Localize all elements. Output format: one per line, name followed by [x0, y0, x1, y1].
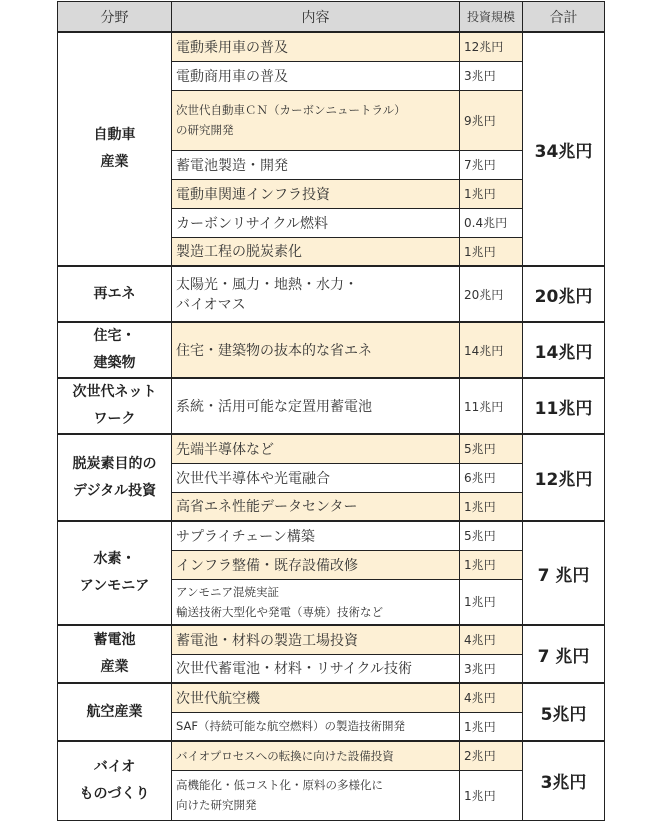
category-cell: [58, 322, 172, 378]
header-row: [58, 2, 605, 33]
text-line: 脱炭素目的の: [72, 455, 157, 472]
table-body: [58, 32, 605, 820]
scale-cell: 1兆円: [460, 770, 523, 820]
text-line: 太陽光・風力・地熱・水力・: [176, 277, 358, 293]
content-cell: 蓄電池製造・開発: [172, 150, 460, 179]
text-line: ワーク: [93, 411, 136, 427]
text-line: 産業: [100, 659, 129, 675]
table-row: [58, 741, 605, 770]
text-line: の研究開発: [176, 123, 234, 137]
text-line: 次世代自動車ＣＮ（カーボンニュートラル）: [176, 103, 406, 117]
text-line: 輸送技術大型化や発電（専焼）技術など: [176, 604, 383, 619]
scale-cell: 9兆円: [460, 90, 523, 150]
total-cell: 7 兆円: [523, 625, 605, 683]
scale-cell: 2兆円: [460, 741, 523, 770]
content-cell: [172, 579, 460, 625]
total-cell: 5兆円: [523, 683, 605, 741]
text-line: デジタル投資: [72, 482, 157, 499]
text-line: 航空産業: [86, 703, 143, 720]
scale-cell: 7兆円: [460, 150, 523, 179]
scale-cell: 12兆円: [460, 32, 523, 61]
category-cell: [58, 32, 172, 266]
scale-cell: 5兆円: [460, 434, 523, 463]
total-cell: 11兆円: [523, 378, 605, 434]
text-line: 建築物: [93, 355, 136, 371]
category-cell: [58, 434, 172, 521]
scale-cell: 4兆円: [460, 683, 523, 712]
text-line: 再エネ: [93, 285, 136, 302]
text-line: アンモニア: [79, 578, 150, 594]
scale-cell: 0.4兆円: [460, 208, 523, 237]
scale-cell: 14兆円: [460, 322, 523, 378]
content-cell: カーボンリサイクル燃料: [172, 208, 460, 237]
scale-cell: 1兆円: [460, 712, 523, 741]
table-row: [58, 521, 605, 550]
table-row: [58, 378, 605, 434]
total-cell: 20兆円: [523, 266, 605, 322]
category-cell: [58, 266, 172, 322]
content-cell: サプライチェーン構築: [172, 521, 460, 550]
scale-cell: 4兆円: [460, 625, 523, 654]
content-cell: インフラ整備・既存設備改修: [172, 550, 460, 579]
total-cell: 3兆円: [523, 741, 605, 820]
scale-cell: 20兆円: [460, 266, 523, 322]
table-row: [58, 322, 605, 378]
content-cell: 次世代蓄電池・材料・リサイクル技術: [172, 654, 460, 683]
content-cell: 次世代航空機: [172, 683, 460, 712]
content-cell: 電動車関連インフラ投資: [172, 179, 460, 208]
table-row: [58, 434, 605, 463]
scale-cell: 3兆円: [460, 654, 523, 683]
text-line: 住宅・: [93, 328, 136, 344]
header-category: 分野: [58, 2, 172, 33]
content-cell: 製造工程の脱炭素化: [172, 237, 460, 266]
text-line: バイオ: [93, 758, 136, 775]
total-cell: 7 兆円: [523, 521, 605, 625]
text-line: アンモニア混焼実証: [176, 584, 280, 599]
content-cell: [172, 770, 460, 820]
scale-cell: 5兆円: [460, 521, 523, 550]
table-row: [58, 625, 605, 654]
text-line: ものづくり: [79, 785, 150, 802]
content-cell: 次世代半導体や光電融合: [172, 463, 460, 492]
scale-cell: 1兆円: [460, 237, 523, 266]
content-cell: 蓄電池・材料の製造工場投資: [172, 625, 460, 654]
text-line: バイオマス: [176, 297, 246, 313]
content-cell: [172, 266, 460, 322]
text-line: 自動車: [93, 127, 136, 143]
scale-cell: 3兆円: [460, 61, 523, 90]
category-cell: [58, 683, 172, 741]
table-row: [58, 32, 605, 61]
text-line: 高機能化・低コスト化・原料の多様化に: [176, 778, 383, 792]
scale-cell: 11兆円: [460, 378, 523, 434]
content-cell: [172, 90, 460, 150]
total-cell: 34兆円: [523, 32, 605, 266]
content-cell: 先端半導体など: [172, 434, 460, 463]
text-line: 向けた研究開発: [176, 798, 257, 812]
total-cell: 14兆円: [523, 322, 605, 378]
scale-cell: 6兆円: [460, 463, 523, 492]
header-content: 内容: [172, 2, 460, 33]
text-line: 産業: [100, 154, 129, 170]
content-cell: 電動乗用車の普及: [172, 32, 460, 61]
header-scale: 投資規模: [460, 2, 523, 33]
text-line: 水素・: [93, 551, 136, 567]
category-cell: [58, 378, 172, 434]
scale-cell: 1兆円: [460, 492, 523, 521]
category-cell: [58, 741, 172, 820]
content-cell: 高省エネ性能データセンター: [172, 492, 460, 521]
content-cell: SAF（持続可能な航空燃料）の製造技術開発: [172, 712, 460, 741]
category-cell: [58, 625, 172, 683]
header-total: 合計: [523, 2, 605, 33]
scale-cell: 1兆円: [460, 579, 523, 625]
content-cell: 住宅・建築物の抜本的な省エネ: [172, 322, 460, 378]
text-line: 蓄電池: [93, 632, 136, 648]
content-cell: 電動商用車の普及: [172, 61, 460, 90]
table-row: [58, 683, 605, 712]
content-cell: バイオプロセスへの転換に向けた設備投資: [172, 741, 460, 770]
text-line: 次世代ネット: [72, 384, 157, 400]
category-cell: [58, 521, 172, 625]
total-cell: 12兆円: [523, 434, 605, 521]
content-cell: 系統・活用可能な定置用蓄電池: [172, 378, 460, 434]
investment-table: [57, 1, 605, 821]
table-row: [58, 266, 605, 322]
scale-cell: 1兆円: [460, 179, 523, 208]
scale-cell: 1兆円: [460, 550, 523, 579]
